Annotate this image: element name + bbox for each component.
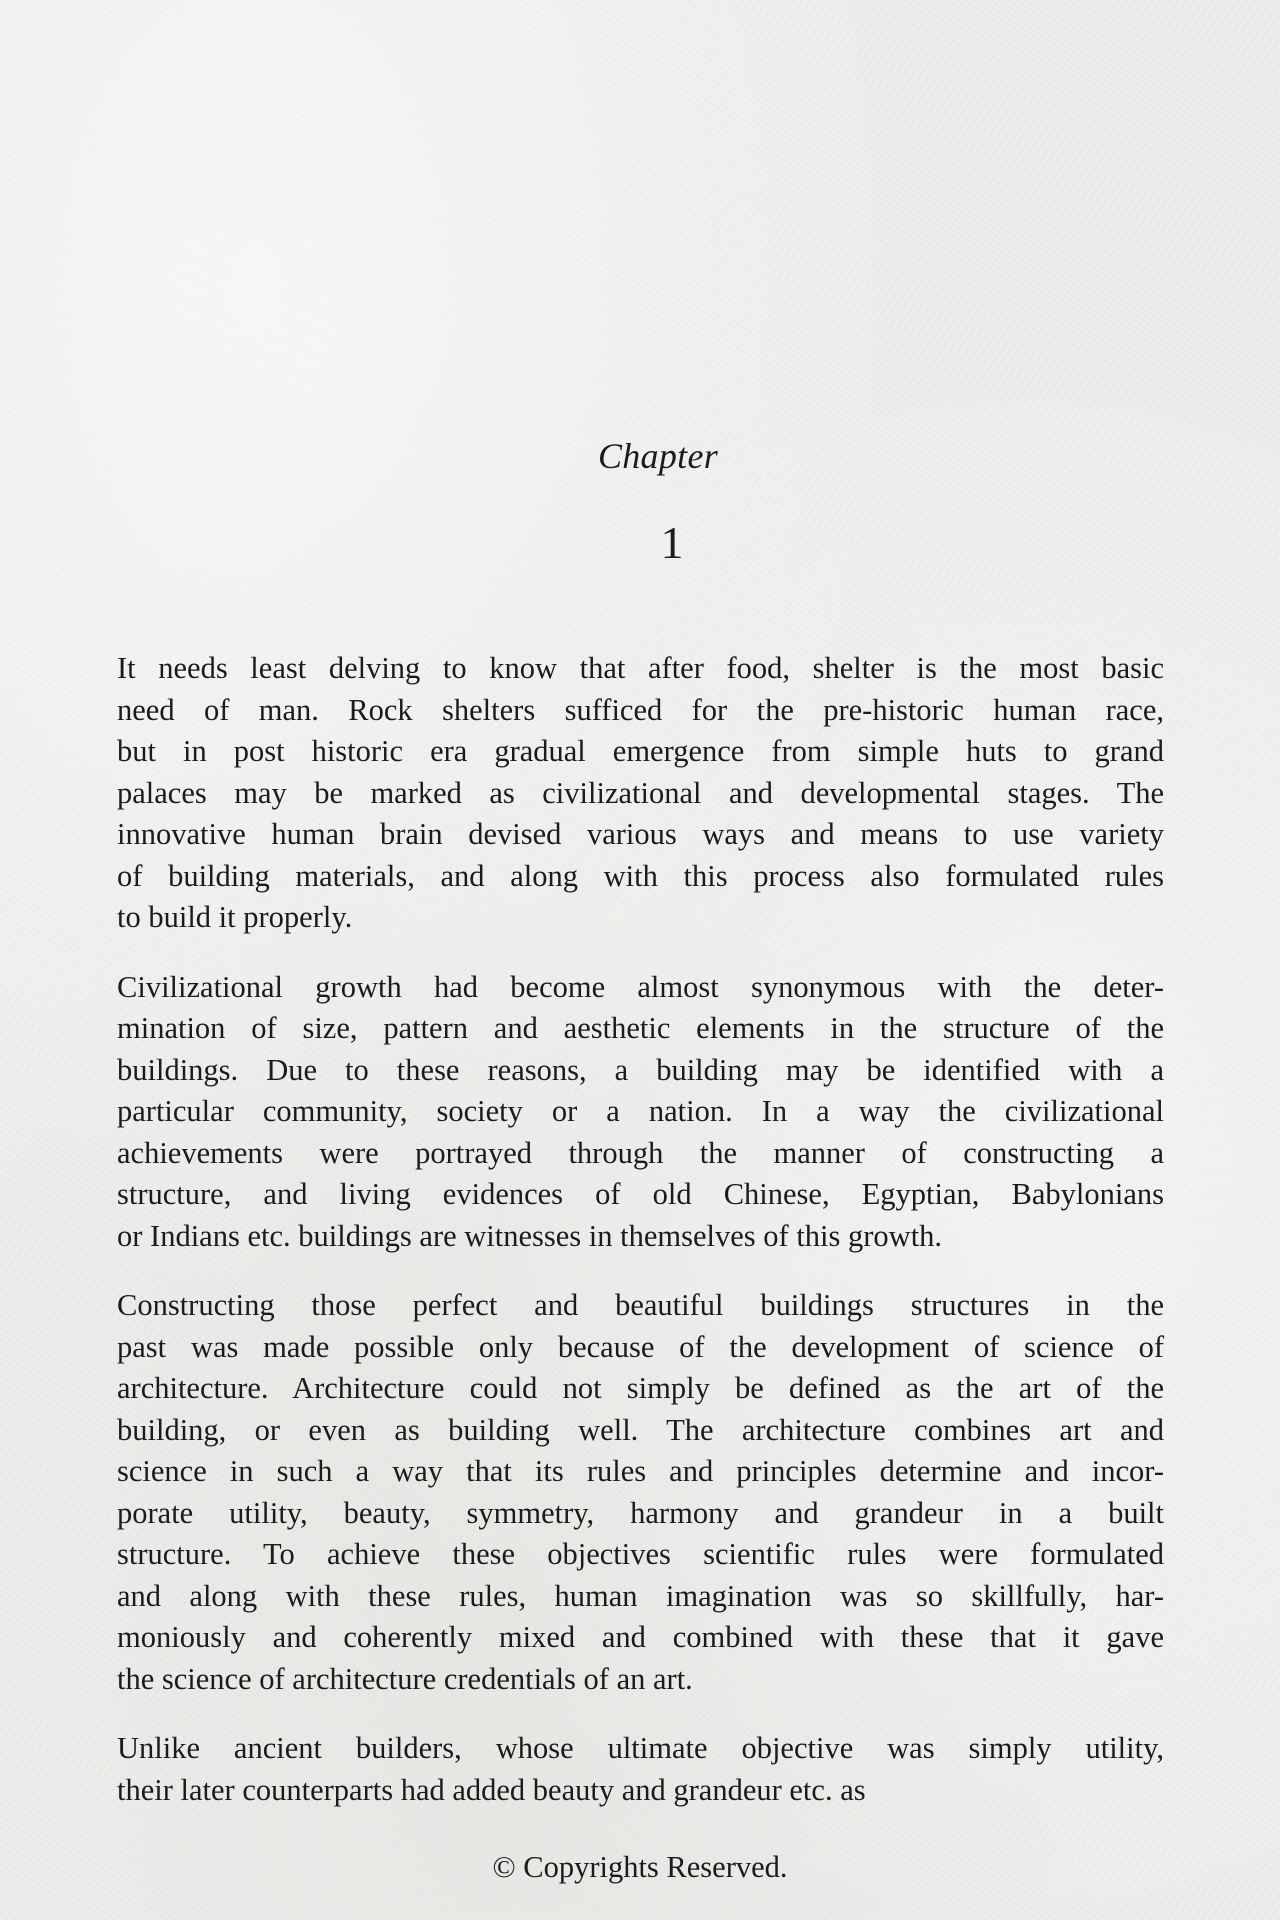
text-line: and along with these rules, human imagination was so skillfully, har- xyxy=(117,1578,1164,1613)
text-line: but in post historic era gradual emergence from simple huts to grand xyxy=(117,734,1164,768)
text-line: past was made possible only because of the development of science of xyxy=(117,1329,1164,1364)
text-line: It needs least delving to know that after food, shelter is the most basic xyxy=(117,651,1164,685)
text-line: science in such a way that its rules and principles determine and incor- xyxy=(117,1454,1164,1488)
text-line: need of man. Rock shelters sufficed for the pre-historic human race, xyxy=(117,692,1164,727)
text-line: the science of architecture credentials of an art. xyxy=(117,1661,693,1696)
paragraph-1 xyxy=(117,648,1164,939)
copyright-notice: © Copyrights Reserved. xyxy=(492,1850,788,1884)
text-line: Unlike ancient builders, whose ultimate objective was simply utility, xyxy=(117,1731,1164,1765)
text-line: building, or even as building well. The architecture combines art and xyxy=(117,1412,1164,1447)
text-line: of building materials, and along with this process also formulated rules xyxy=(117,858,1164,893)
text-line: mination of size, pattern and aesthetic elements in the structure of the xyxy=(117,1011,1164,1045)
text-line: porate utility, beauty, symmetry, harmony and grandeur in a built xyxy=(117,1495,1164,1530)
chapter-body xyxy=(117,648,1164,1839)
text-line: or Indians etc. buildings are witnesses in themselves of this growth. xyxy=(117,1218,943,1253)
text-line: buildings. Due to these reasons, a building may be identified with a xyxy=(117,1052,1164,1087)
text-line: Civilizational growth had become almost synonymous with the deter- xyxy=(117,969,1164,1004)
text-line: particular community, society or a nation. In a way the civilizational xyxy=(117,1094,1164,1128)
text-line: their later counterparts had added beauty and grandeur etc. as xyxy=(117,1772,866,1807)
paragraph-2 xyxy=(117,967,1164,1258)
text-line: innovative human brain devised various ways and means to use variety xyxy=(117,817,1164,851)
paragraph-3 xyxy=(117,1285,1164,1700)
chapter-number: 1 xyxy=(660,517,684,568)
chapter-label: Chapter xyxy=(597,436,719,476)
text-line: structure. To achieve these objectives scientific rules were formulated xyxy=(117,1537,1164,1571)
text-line: achievements were portrayed through the manner of constructing a xyxy=(117,1135,1164,1170)
text-line: moniously and coherently mixed and combined with these that it gave xyxy=(117,1620,1164,1654)
text-line: Constructing those perfect and beautiful buildings structures in the xyxy=(117,1288,1164,1322)
text-line: to build it properly. xyxy=(117,900,353,934)
text-line: palaces may be marked as civilizational and developmental stages. The xyxy=(117,775,1164,810)
text-line: structure, and living evidences of old Chinese, Egyptian, Babylonians xyxy=(117,1177,1164,1211)
text-line: architecture. Architecture could not simply be defined as the art of the xyxy=(117,1371,1164,1405)
paragraph-4 xyxy=(117,1728,1164,1811)
